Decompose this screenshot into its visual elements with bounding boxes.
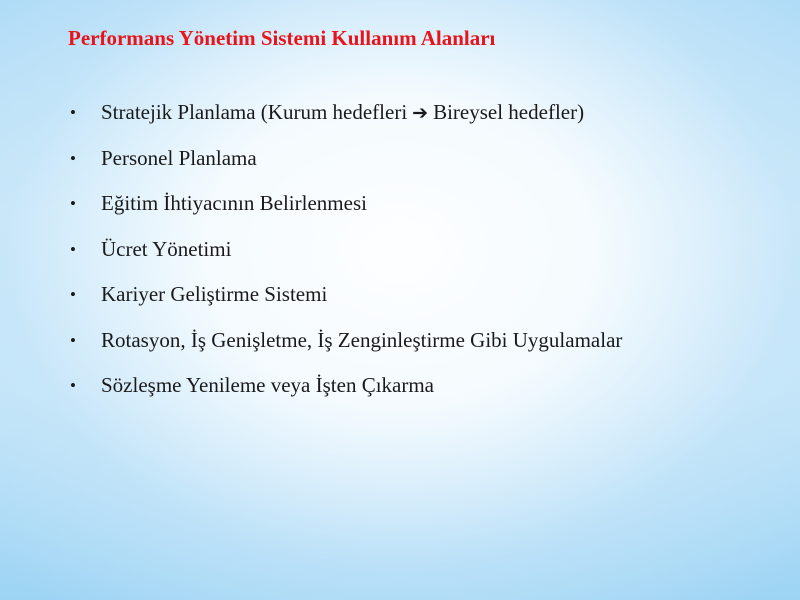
bullet-item-career-development <box>70 272 622 318</box>
bullet-icon: • <box>70 194 76 214</box>
bullet-item-personnel-planning <box>70 136 622 182</box>
arrow-right-icon: ➔ <box>412 101 429 124</box>
bullet-icon: • <box>70 239 76 259</box>
bullet-text: Kariyer Geliştirme Sistemi <box>101 282 328 307</box>
bullet-item-contract-renewal <box>70 363 622 409</box>
bullet-item-rotation <box>70 318 622 364</box>
bullet-text: Personel Planlama <box>101 145 257 170</box>
bullet-text: Ücret Yönetimi <box>101 236 232 261</box>
bullet-icon: • <box>70 330 76 350</box>
bullet-item-training-needs <box>70 181 622 227</box>
bullet-item-wage-management <box>70 227 622 273</box>
bullet-icon: • <box>70 103 76 123</box>
bullet-icon: • <box>70 148 76 168</box>
bullet-text: Sözleşme Yenileme veya İşten Çıkarma <box>101 373 435 398</box>
bullet-text: Eğitim İhtiyacının Belirlenmesi <box>101 191 367 216</box>
bullet-list <box>70 90 622 409</box>
bullet-item-strategic-planning <box>70 90 622 136</box>
bullet-text: Stratejik Planlama (Kurum hedefleri <box>101 100 408 125</box>
bullet-icon: • <box>70 376 76 396</box>
bullet-text: Bireysel hedefler) <box>433 100 585 125</box>
bullet-text: Rotasyon, İş Genişletme, İş Zenginleştirme Gibi Uygulamalar <box>101 327 623 352</box>
bullet-icon: • <box>70 285 76 305</box>
slide-title: Performans Yönetim Sistemi Kullanım Alanları <box>68 26 496 50</box>
